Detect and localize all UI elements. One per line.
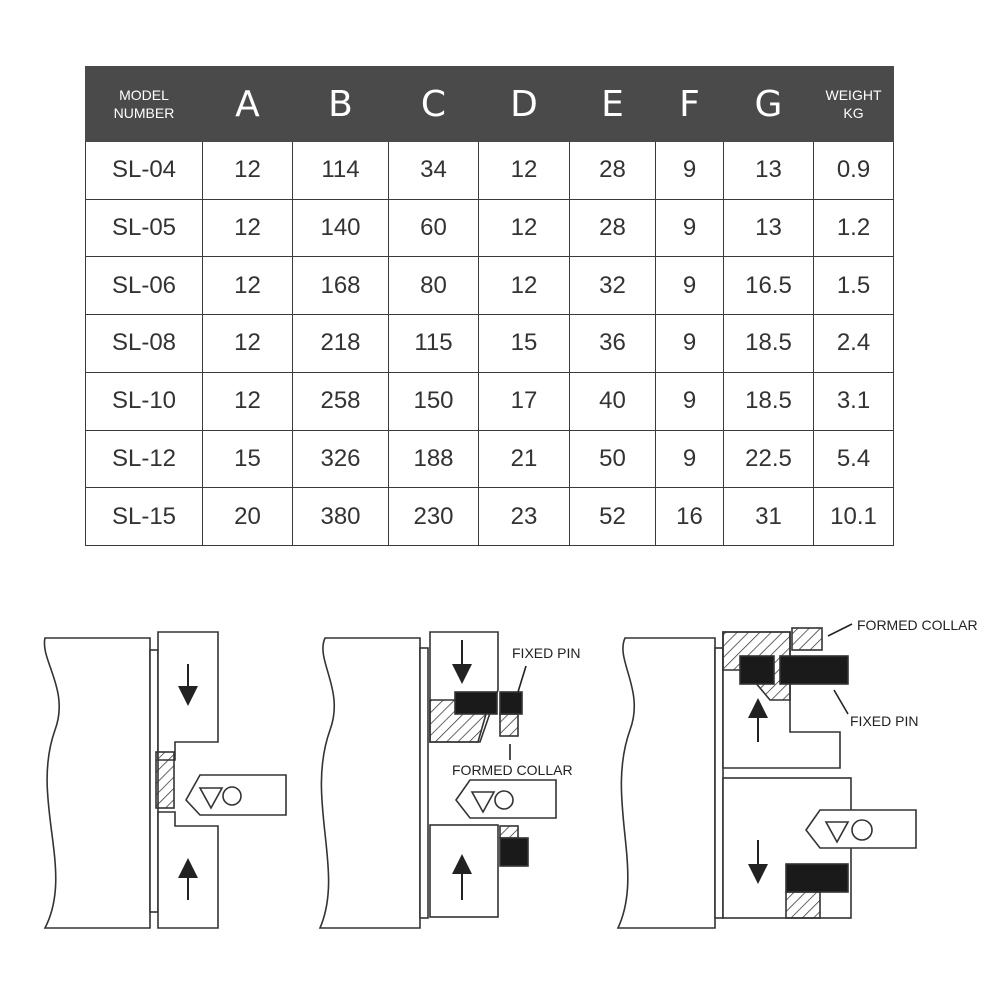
cell-f: 9 xyxy=(656,199,724,257)
cell-weight: 0.9 xyxy=(814,142,894,200)
die-strip xyxy=(715,648,723,918)
header-c: C xyxy=(389,67,479,142)
collar-hatch xyxy=(500,714,518,736)
cutter-screw xyxy=(495,791,513,809)
cell-weight: 1.2 xyxy=(814,199,894,257)
header-weight-line1: WEIGHT xyxy=(825,87,882,103)
cell-b: 218 xyxy=(293,315,389,373)
cell-model: SL-12 xyxy=(86,430,203,488)
cell-model: SL-15 xyxy=(86,488,203,546)
fixed-pin-solid xyxy=(740,656,774,684)
header-b: B xyxy=(293,67,389,142)
fixed-pin-leader xyxy=(834,690,848,714)
cell-d: 12 xyxy=(479,199,570,257)
header-d: D xyxy=(479,67,570,142)
cell-model: SL-05 xyxy=(86,199,203,257)
table-row xyxy=(86,315,894,373)
cell-d: 12 xyxy=(479,142,570,200)
cell-a: 12 xyxy=(203,372,293,430)
cell-b: 114 xyxy=(293,142,389,200)
workpiece-body xyxy=(44,638,150,928)
table-row xyxy=(86,430,894,488)
cell-g: 18.5 xyxy=(724,372,814,430)
cell-b: 258 xyxy=(293,372,389,430)
cell-a: 12 xyxy=(203,199,293,257)
cell-weight: 3.1 xyxy=(814,372,894,430)
usage-diagrams xyxy=(0,560,1000,1000)
cell-a: 20 xyxy=(203,488,293,546)
cell-b: 326 xyxy=(293,430,389,488)
cell-e: 40 xyxy=(570,372,656,430)
cell-a: 15 xyxy=(203,430,293,488)
cell-model: SL-04 xyxy=(86,142,203,200)
header-model-number xyxy=(86,67,203,142)
fixed-pin-tip xyxy=(500,692,522,714)
cell-f: 9 xyxy=(656,142,724,200)
formed-collar-hatch xyxy=(792,628,822,650)
cell-a: 12 xyxy=(203,142,293,200)
diagram-1 xyxy=(44,632,286,928)
workpiece-body xyxy=(320,638,420,928)
table-header-row xyxy=(86,67,894,142)
cell-f: 9 xyxy=(656,315,724,373)
cell-weight: 1.5 xyxy=(814,257,894,315)
cell-b: 380 xyxy=(293,488,389,546)
fixed-pin-solid xyxy=(455,692,497,714)
cell-model: SL-06 xyxy=(86,257,203,315)
cutter-screw xyxy=(852,820,872,840)
cell-weight: 2.4 xyxy=(814,315,894,373)
cell-a: 12 xyxy=(203,257,293,315)
header-a: A xyxy=(203,67,293,142)
cell-g: 31 xyxy=(724,488,814,546)
header-g: G xyxy=(724,67,814,142)
cell-e: 52 xyxy=(570,488,656,546)
table-row xyxy=(86,257,894,315)
fixed-pin-solid-2 xyxy=(780,656,848,684)
lower-hatch xyxy=(500,826,518,838)
label-fixed-pin-3: FIXED PIN xyxy=(850,713,919,729)
cell-g: 22.5 xyxy=(724,430,814,488)
cell-e: 50 xyxy=(570,430,656,488)
cell-g: 13 xyxy=(724,142,814,200)
cell-e: 28 xyxy=(570,142,656,200)
label-formed-collar-2: FORMED COLLAR xyxy=(452,762,573,778)
diagram-3 xyxy=(618,624,919,928)
cell-c: 230 xyxy=(389,488,479,546)
lower-solid xyxy=(500,838,528,866)
cell-d: 15 xyxy=(479,315,570,373)
cell-f: 9 xyxy=(656,430,724,488)
formed-collar-leader xyxy=(828,624,852,636)
cell-d: 12 xyxy=(479,257,570,315)
lower-solid xyxy=(786,864,848,892)
cell-e: 32 xyxy=(570,257,656,315)
cell-e: 28 xyxy=(570,199,656,257)
header-weight-line2: KG xyxy=(843,105,864,121)
table-row xyxy=(86,199,894,257)
cell-weight: 10.1 xyxy=(814,488,894,546)
table-row xyxy=(86,142,894,200)
cell-d: 17 xyxy=(479,372,570,430)
cell-b: 168 xyxy=(293,257,389,315)
cell-c: 80 xyxy=(389,257,479,315)
lower-hatch xyxy=(786,892,820,918)
cell-model: SL-10 xyxy=(86,372,203,430)
header-f: F xyxy=(656,67,724,142)
table-row xyxy=(86,488,894,546)
cell-a: 12 xyxy=(203,315,293,373)
spec-table xyxy=(85,66,894,546)
cell-f: 9 xyxy=(656,372,724,430)
cell-model: SL-08 xyxy=(86,315,203,373)
cell-f: 9 xyxy=(656,257,724,315)
cell-c: 34 xyxy=(389,142,479,200)
table-row xyxy=(86,372,894,430)
cell-d: 21 xyxy=(479,430,570,488)
header-weight xyxy=(814,67,894,142)
cell-c: 60 xyxy=(389,199,479,257)
cell-c: 115 xyxy=(389,315,479,373)
label-formed-collar-3: FORMED COLLAR xyxy=(857,617,978,633)
cell-g: 18.5 xyxy=(724,315,814,373)
diagram-2 xyxy=(320,632,556,928)
die-strip xyxy=(420,648,428,918)
cell-c: 188 xyxy=(389,430,479,488)
header-model-line2: NUMBER xyxy=(113,105,175,121)
cutter-screw xyxy=(223,787,241,805)
cell-e: 36 xyxy=(570,315,656,373)
label-fixed-pin-2: FIXED PIN xyxy=(512,645,581,661)
lower-die xyxy=(430,825,498,917)
workpiece-body xyxy=(618,638,715,928)
cell-weight: 5.4 xyxy=(814,430,894,488)
cell-g: 16.5 xyxy=(724,257,814,315)
fixed-pin-leader xyxy=(518,666,526,692)
cell-g: 13 xyxy=(724,199,814,257)
cell-f: 16 xyxy=(656,488,724,546)
cell-c: 150 xyxy=(389,372,479,430)
cell-b: 140 xyxy=(293,199,389,257)
header-e: E xyxy=(570,67,656,142)
cell-d: 23 xyxy=(479,488,570,546)
header-model-line1: MODEL xyxy=(119,87,169,103)
hatched-part xyxy=(156,752,174,808)
